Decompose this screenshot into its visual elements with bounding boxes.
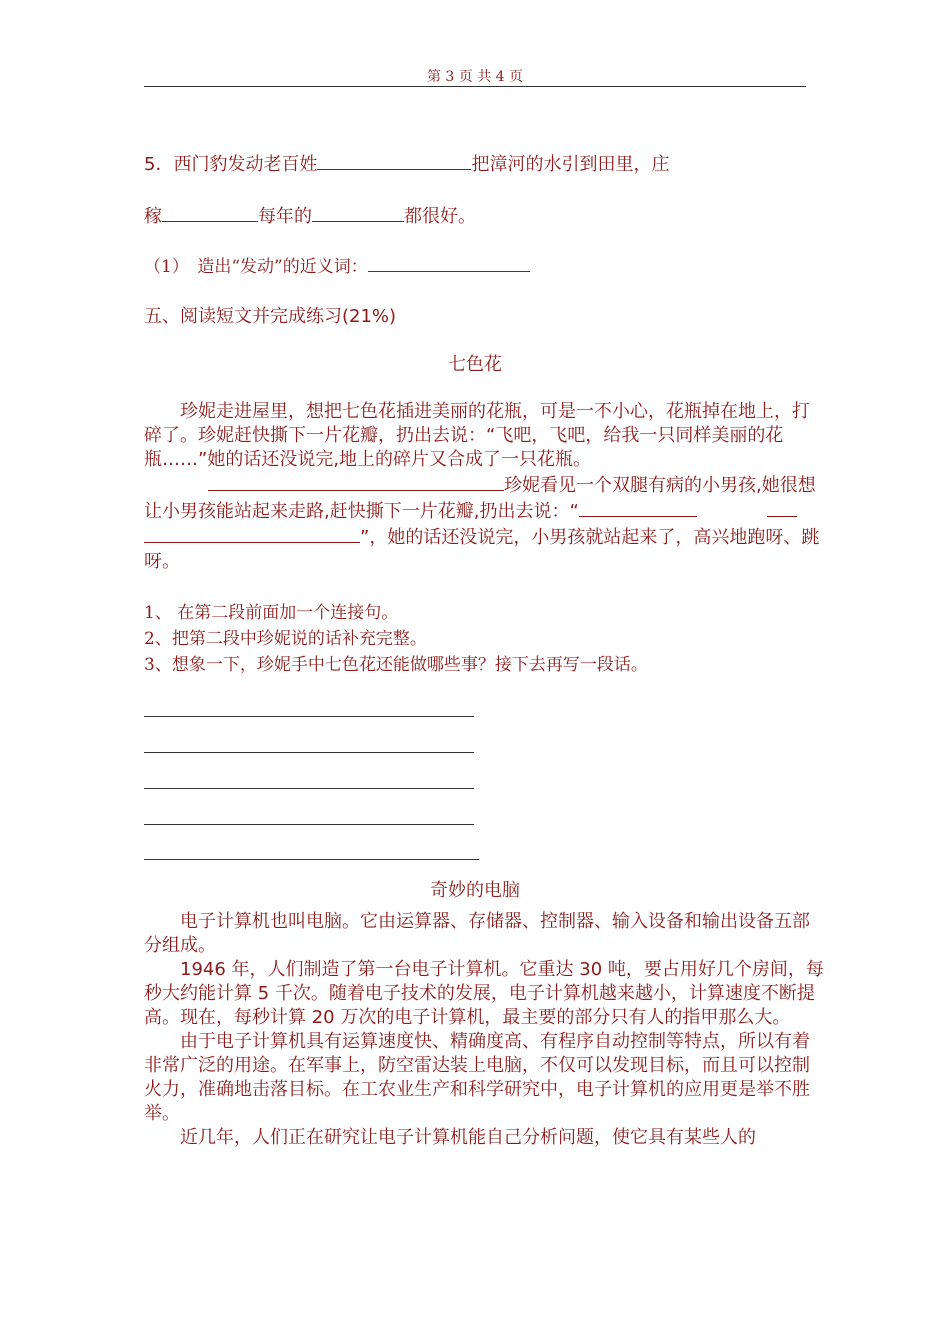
writing-line[interactable]: [144, 716, 474, 717]
answer-blank[interactable]: [162, 203, 258, 222]
question-5-text-b: 把漳河的水引到田里，庄: [471, 154, 670, 175]
story-2-body: [144, 910, 824, 1150]
answer-blank[interactable]: [317, 151, 471, 170]
story-1-paragraph-1: 珍妮走进屋里，想把七色花插进美丽的花瓶，可是一不小心，花瓶掉在地上，打碎了。珍妮赶快撕下一片花瓣，扔出去说：“飞吧，飞吧，给我一只同样美丽的花瓶……”她的话还没说完,地上的碎片又合成了一只花瓶。: [144, 401, 810, 470]
story-1-paragraph-2-text-b: ”，她的话还没说完，小男孩就站起来了，高兴地跑呀、跳呀。: [144, 527, 820, 572]
section-5-title: 五、阅读短文并完成练习(21%): [144, 306, 397, 327]
question-5-line-1: [144, 150, 669, 176]
question-5-text-a: 5．西门豹发动老百姓: [144, 154, 318, 175]
quote-blank-4[interactable]: [180, 524, 360, 543]
story-2-title: 奇妙的电脑: [430, 880, 520, 901]
synonym-prompt: （1） 造出“发动”的近义词：: [144, 257, 368, 277]
quote-blank-1[interactable]: [579, 498, 697, 517]
header-rule: [144, 86, 806, 87]
page-number-header: 第 3 页 共 4 页: [426, 69, 524, 85]
question-5-text-e: 都很好。: [404, 206, 476, 227]
connecting-sentence-blank[interactable]: [208, 472, 504, 491]
question-5-sub-1: [144, 252, 530, 277]
quote-blank-2[interactable]: [767, 498, 797, 517]
writing-line[interactable]: [144, 824, 474, 825]
story-1-questions: [144, 600, 648, 678]
question-5-text-c: 稼: [144, 206, 162, 227]
story-1-question-2: 2、把第二段中珍妮说的话补充完整。: [144, 629, 427, 649]
story-1-paragraph-2: [144, 472, 824, 574]
story-1-paragraph-2-text-a: 珍妮看见一个双腿有病的小男孩,她很想让小男孩能站起来走路,赶快撕下一片花瓣,扔出去说：“: [144, 475, 816, 522]
quote-blank-3[interactable]: [144, 524, 180, 543]
story-2-paragraph-4: 近几年，人们正在研究让电子计算机能自己分析问题，使它具有某些人的: [180, 1127, 756, 1148]
story-1-question-3: 3、想象一下，珍妮手中七色花还能做哪些事？接下去再写一段话。: [144, 655, 648, 675]
writing-line[interactable]: [144, 859, 479, 860]
story-2-paragraph-3: 由于电子计算机具有运算速度快、精确度高、有程序自动控制等特点，所以有着非常广泛的用途。在军事上，防空雷达装上电脑，不仅可以发现目标，而且可以控制火力，准确地击落目标。在工农业生产和科学研究中，电子计算机的应用更是举不胜举。: [144, 1031, 810, 1124]
question-5-line-2: [144, 202, 476, 228]
story-2-paragraph-2: 1946 年，人们制造了第一台电子计算机。它重达 30 吨，要占用好几个房间，每秒大约能计算 5 千次。随着电子技术的发展，电子计算机越来越小，计算速度不断提高。现在，每秒计算 20 万次的电子计算机，最主要的部分只有人的指甲那么大。: [144, 959, 824, 1028]
story-1-body: [144, 400, 824, 574]
synonym-answer-blank[interactable]: [368, 253, 530, 272]
answer-blank[interactable]: [312, 203, 404, 222]
story-2-paragraph-1: 电子计算机也叫电脑。它由运算器、存储器、控制器、输入设备和输出设备五部分组成。: [144, 911, 810, 956]
writing-line[interactable]: [144, 788, 474, 789]
question-5-text-d: 每年的: [258, 206, 312, 227]
story-1-title: 七色花: [448, 354, 502, 375]
writing-line[interactable]: [144, 752, 474, 753]
story-1-question-1: 1、 在第二段前面加一个连接句。: [144, 603, 399, 623]
